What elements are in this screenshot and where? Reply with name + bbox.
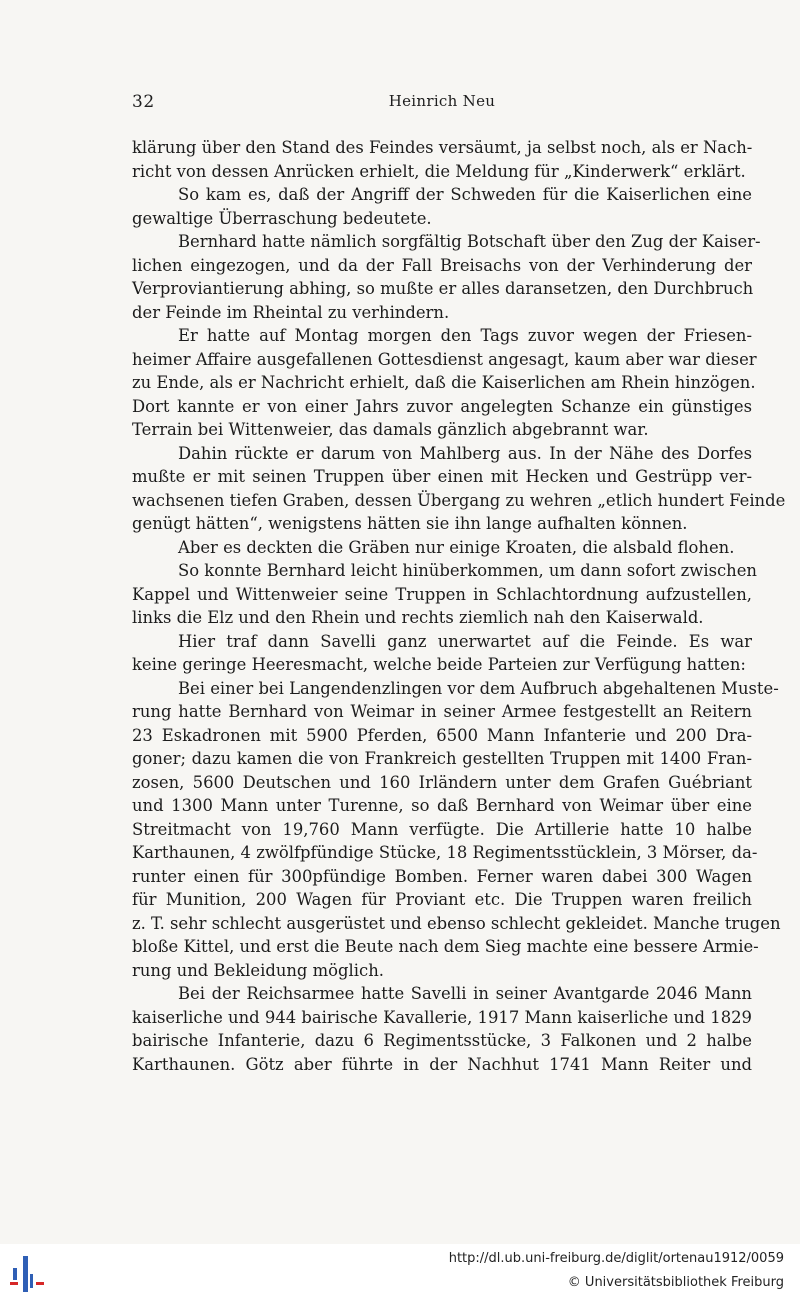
text-line: kaiserliche und 944 bairische Kavallerie, 1917 Mann kaiserliche und 1829 (132, 1007, 752, 1027)
logo-bar-left (13, 1268, 17, 1280)
text-line: für Munition, 200 Wagen für Proviant etc. Die Truppen waren freilich (132, 890, 752, 909)
text-line: Er hatte auf Montag morgen den Tags zuvor wegen der Friesen- (178, 326, 752, 345)
text-line: z. T. sehr schlecht ausgerüstet und ebenso schlecht gekleidet. Manche trugen (132, 913, 781, 933)
text-line: rung und Bekleidung möglich. (132, 960, 384, 980)
text-line: Verproviantierung abhing, so mußte er alles daransetzen, den Durchbruch (132, 279, 754, 298)
text-line: genügt hätten“, wenigstens hätten sie ihn lange aufhalten können. (132, 514, 688, 533)
text-line: So kam es, daß der Angriff der Schweden für die Kaiserlichen eine (178, 185, 752, 204)
text-line: bloße Kittel, und erst die Beute nach dem Sieg machte eine bessere Armie- (132, 937, 759, 956)
text-line: rung hatte Bernhard von Weimar in seiner Armee festgestellt an Reitern (132, 702, 752, 721)
text-line: goner; dazu kamen die von Frankreich gestellten Truppen mit 1400 Fran- (132, 749, 752, 768)
page-number: 32 (132, 92, 155, 112)
text-line: Dort kannte er von einer Jahrs zuvor angelegten Schanze ein günstiges (132, 396, 752, 416)
text-line: So konnte Bernhard leicht hinüberkommen, um dann sofort zwischen (178, 561, 757, 580)
text-line: richt von dessen Anrücken erhielt, die Meldung für „Kinderwerk“ erklärt. (132, 161, 746, 181)
ub-freiburg-logo-icon (10, 1252, 50, 1296)
text-line: Streitmacht von 19,760 Mann verfügte. Die Artillerie hatte 10 halbe (132, 819, 752, 839)
logo-bar-center (23, 1256, 28, 1292)
text-line: Terrain bei Wittenweier, das damals gänzlich abgebrannt war. (132, 420, 649, 439)
text-line: Hier traf dann Savelli ganz unerwartet auf die Feinde. Es war (178, 631, 752, 651)
viewer-footer (0, 1244, 800, 1302)
text-line: bairische Infanterie, dazu 6 Regimentsstücke, 3 Falkonen und 2 halbe (132, 1031, 752, 1050)
page-header (132, 92, 752, 116)
text-line: runter einen für 300pfündige Bomben. Ferner waren dabei 300 Wagen (132, 866, 752, 886)
logo-dash-right (36, 1282, 44, 1285)
text-line: wachsenen tiefen Graben, dessen Übergang zu wehren „etlich hundert Feinde (132, 490, 786, 510)
text-line: Dahin rückte er darum von Mahlberg aus. In der Nähe des Dorfes (178, 443, 752, 463)
body-text (132, 136, 786, 1076)
logo-bar-center-low (30, 1274, 33, 1288)
text-line: und 1300 Mann unter Turenne, so daß Bernhard von Weimar über eine (132, 796, 752, 815)
text-line: klärung über den Stand des Feindes versäumt, ja selbst noch, als er Nach- (132, 138, 753, 157)
text-line: zu Ende, als er Nachricht erhielt, daß die Kaiserlichen am Rhein hinzögen. (132, 373, 756, 392)
text-line: Kappel und Wittenweier seine Truppen in Schlachtordnung aufzustellen, (132, 584, 752, 604)
text-line: der Feinde im Rheintal zu verhindern. (132, 302, 450, 322)
text-line: heimer Affaire ausgefallenen Gottesdienst angesagt, kaum aber war dieser (132, 349, 757, 369)
text-line: Karthaunen, 4 zwölfpfündige Stücke, 18 Regimentsstücklein, 3 Mörser, da- (132, 843, 758, 862)
text-line: 23 Eskadronen mit 5900 Pferden, 6500 Mann Infanterie und 200 Dra- (132, 725, 752, 745)
text-line: Aber es deckten die Gräben nur einige Kroaten, die alsbald flohen. (178, 537, 735, 557)
text-line: Bernhard hatte nämlich sorgfältig Botschaft über den Zug der Kaiser- (178, 232, 761, 251)
text-line: Bei einer bei Langendenzlingen vor dem Aufbruch abgehaltenen Muste- (178, 678, 779, 698)
text-line: links die Elz und den Rhein und rechts ziemlich nah den Kaiserwald. (132, 608, 704, 627)
logo-dash-left (10, 1282, 18, 1285)
text-line: lichen eingezogen, und da der Fall Breisachs von der Verhinderung der (132, 255, 752, 275)
source-url-link[interactable]: http://dl.ub.uni-freiburg.de/diglit/ortenau1912/0059 (448, 1251, 784, 1266)
text-line: Karthaunen. Götz aber führte in der Nachhut 1741 Mann Reiter und (132, 1054, 752, 1074)
text-line: mußte er mit seinen Truppen über einen mit Hecken und Gestrüpp ver- (132, 467, 752, 486)
text-line: Bei der Reichsarmee hatte Savelli in seiner Avantgarde 2046 Mann (178, 984, 752, 1003)
running-title: Heinrich Neu (388, 92, 496, 110)
text-line: gewaltige Überraschung bedeutete. (132, 208, 432, 228)
text-line: keine geringe Heeresmacht, welche beide Parteien zur Verfügung hatten: (132, 655, 746, 674)
text-line: zosen, 5600 Deutschen und 160 Irländern unter dem Grafen Guébriant (132, 772, 752, 792)
copyright-notice: © Universitätsbibliothek Freiburg (567, 1275, 784, 1290)
